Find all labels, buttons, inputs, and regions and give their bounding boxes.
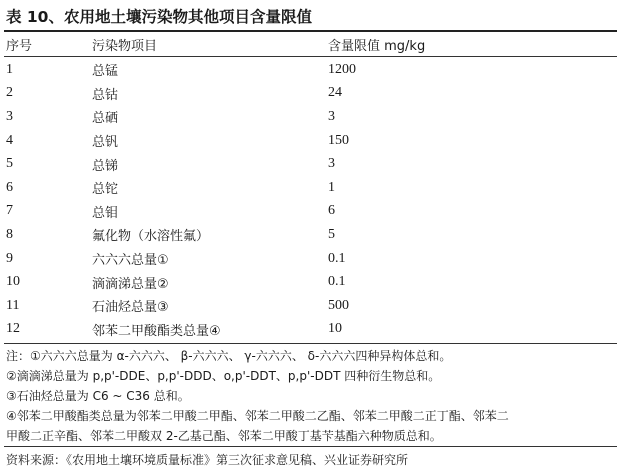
table-row	[4, 58, 617, 82]
table-row	[4, 82, 617, 106]
row-index: 2	[6, 85, 13, 101]
table-row	[4, 129, 617, 153]
note-line: ②滴滴涕总量为 p,p'-DDE、p,p'-DDD、o,p'-DDT、p,p'-DDT 四种衍生物总和。	[6, 369, 441, 384]
source-credit: 资料来源：《农用地土壤环境质量标准》第三次征求意见稿、兴业证券研究所	[6, 453, 409, 468]
row-pollutant: 石油烃总量③	[92, 300, 169, 316]
header-pollutant: 污染物项目	[92, 38, 158, 54]
row-limit: 0.1	[328, 274, 346, 290]
row-index: 7	[6, 203, 13, 219]
row-index: 6	[6, 179, 13, 195]
table-row	[4, 247, 617, 271]
row-limit: 150	[328, 132, 349, 148]
table-row	[4, 270, 617, 294]
row-limit: 6	[328, 203, 335, 219]
table-title: 表 10、农用地土壤污染物其他项目含量限值	[6, 8, 312, 26]
note-line: 甲酸二正辛酯、邻苯二甲酸双 2-乙基己酯、邻苯二甲酸丁基苄基酯六种物质总和。	[6, 429, 442, 444]
row-limit: 0.1	[328, 250, 346, 266]
note-line: ④邻苯二甲酸酯类总量为邻苯二甲酸二甲酯、邻苯二甲酸二乙酯、邻苯二甲酸二正丁酯、邻苯二	[6, 409, 509, 424]
row-index: 5	[6, 156, 13, 172]
row-limit: 500	[328, 297, 349, 313]
table-row	[4, 318, 617, 342]
row-pollutant: 滴滴涕总量②	[92, 276, 169, 292]
table-row	[4, 200, 617, 224]
row-index: 8	[6, 226, 13, 242]
row-limit: 5	[328, 226, 335, 242]
row-limit: 3	[328, 156, 335, 172]
source-rule	[4, 446, 617, 447]
table-row	[4, 176, 617, 200]
row-index: 4	[6, 132, 13, 148]
row-index: 1	[6, 61, 13, 77]
row-limit: 10	[328, 321, 342, 337]
table-header	[4, 32, 617, 56]
row-limit: 1	[328, 179, 335, 195]
row-pollutant: 邻苯二甲酸酯类总量④	[92, 323, 221, 339]
row-pollutant: 总钒	[92, 135, 119, 151]
row-limit: 24	[328, 85, 342, 101]
row-index: 9	[6, 250, 13, 266]
row-pollutant: 总硒	[92, 111, 119, 127]
header-index: 序号	[6, 38, 33, 54]
row-pollutant: 总锰	[92, 64, 119, 80]
row-index: 11	[6, 297, 20, 313]
row-index: 3	[6, 108, 13, 124]
row-pollutant: 总钼	[92, 205, 119, 221]
table-notes	[4, 344, 617, 446]
table-row	[4, 152, 617, 176]
row-index: 12	[6, 321, 20, 337]
row-index: 10	[6, 274, 20, 290]
table-row	[4, 105, 617, 129]
row-pollutant: 总锑	[92, 158, 119, 174]
row-limit: 1200	[328, 61, 356, 77]
row-pollutant: 总钴	[92, 87, 119, 103]
table-body	[4, 57, 617, 343]
row-pollutant: 总铊	[92, 182, 119, 198]
table-row	[4, 223, 617, 247]
table-row	[4, 294, 617, 318]
row-pollutant: 氟化物（水溶性氟）	[92, 229, 210, 245]
header-limit: 含量限值 mg/kg	[328, 38, 426, 54]
row-pollutant: 六六六总量①	[92, 253, 169, 269]
note-line: 注：①六六六总量为 α-六六六、 β-六六六、 γ-六六六、 δ-六六六四种异构体总和。	[6, 349, 452, 364]
row-limit: 3	[328, 108, 335, 124]
note-line: ③石油烃总量为 C6 ~ C36 总和。	[6, 389, 190, 404]
